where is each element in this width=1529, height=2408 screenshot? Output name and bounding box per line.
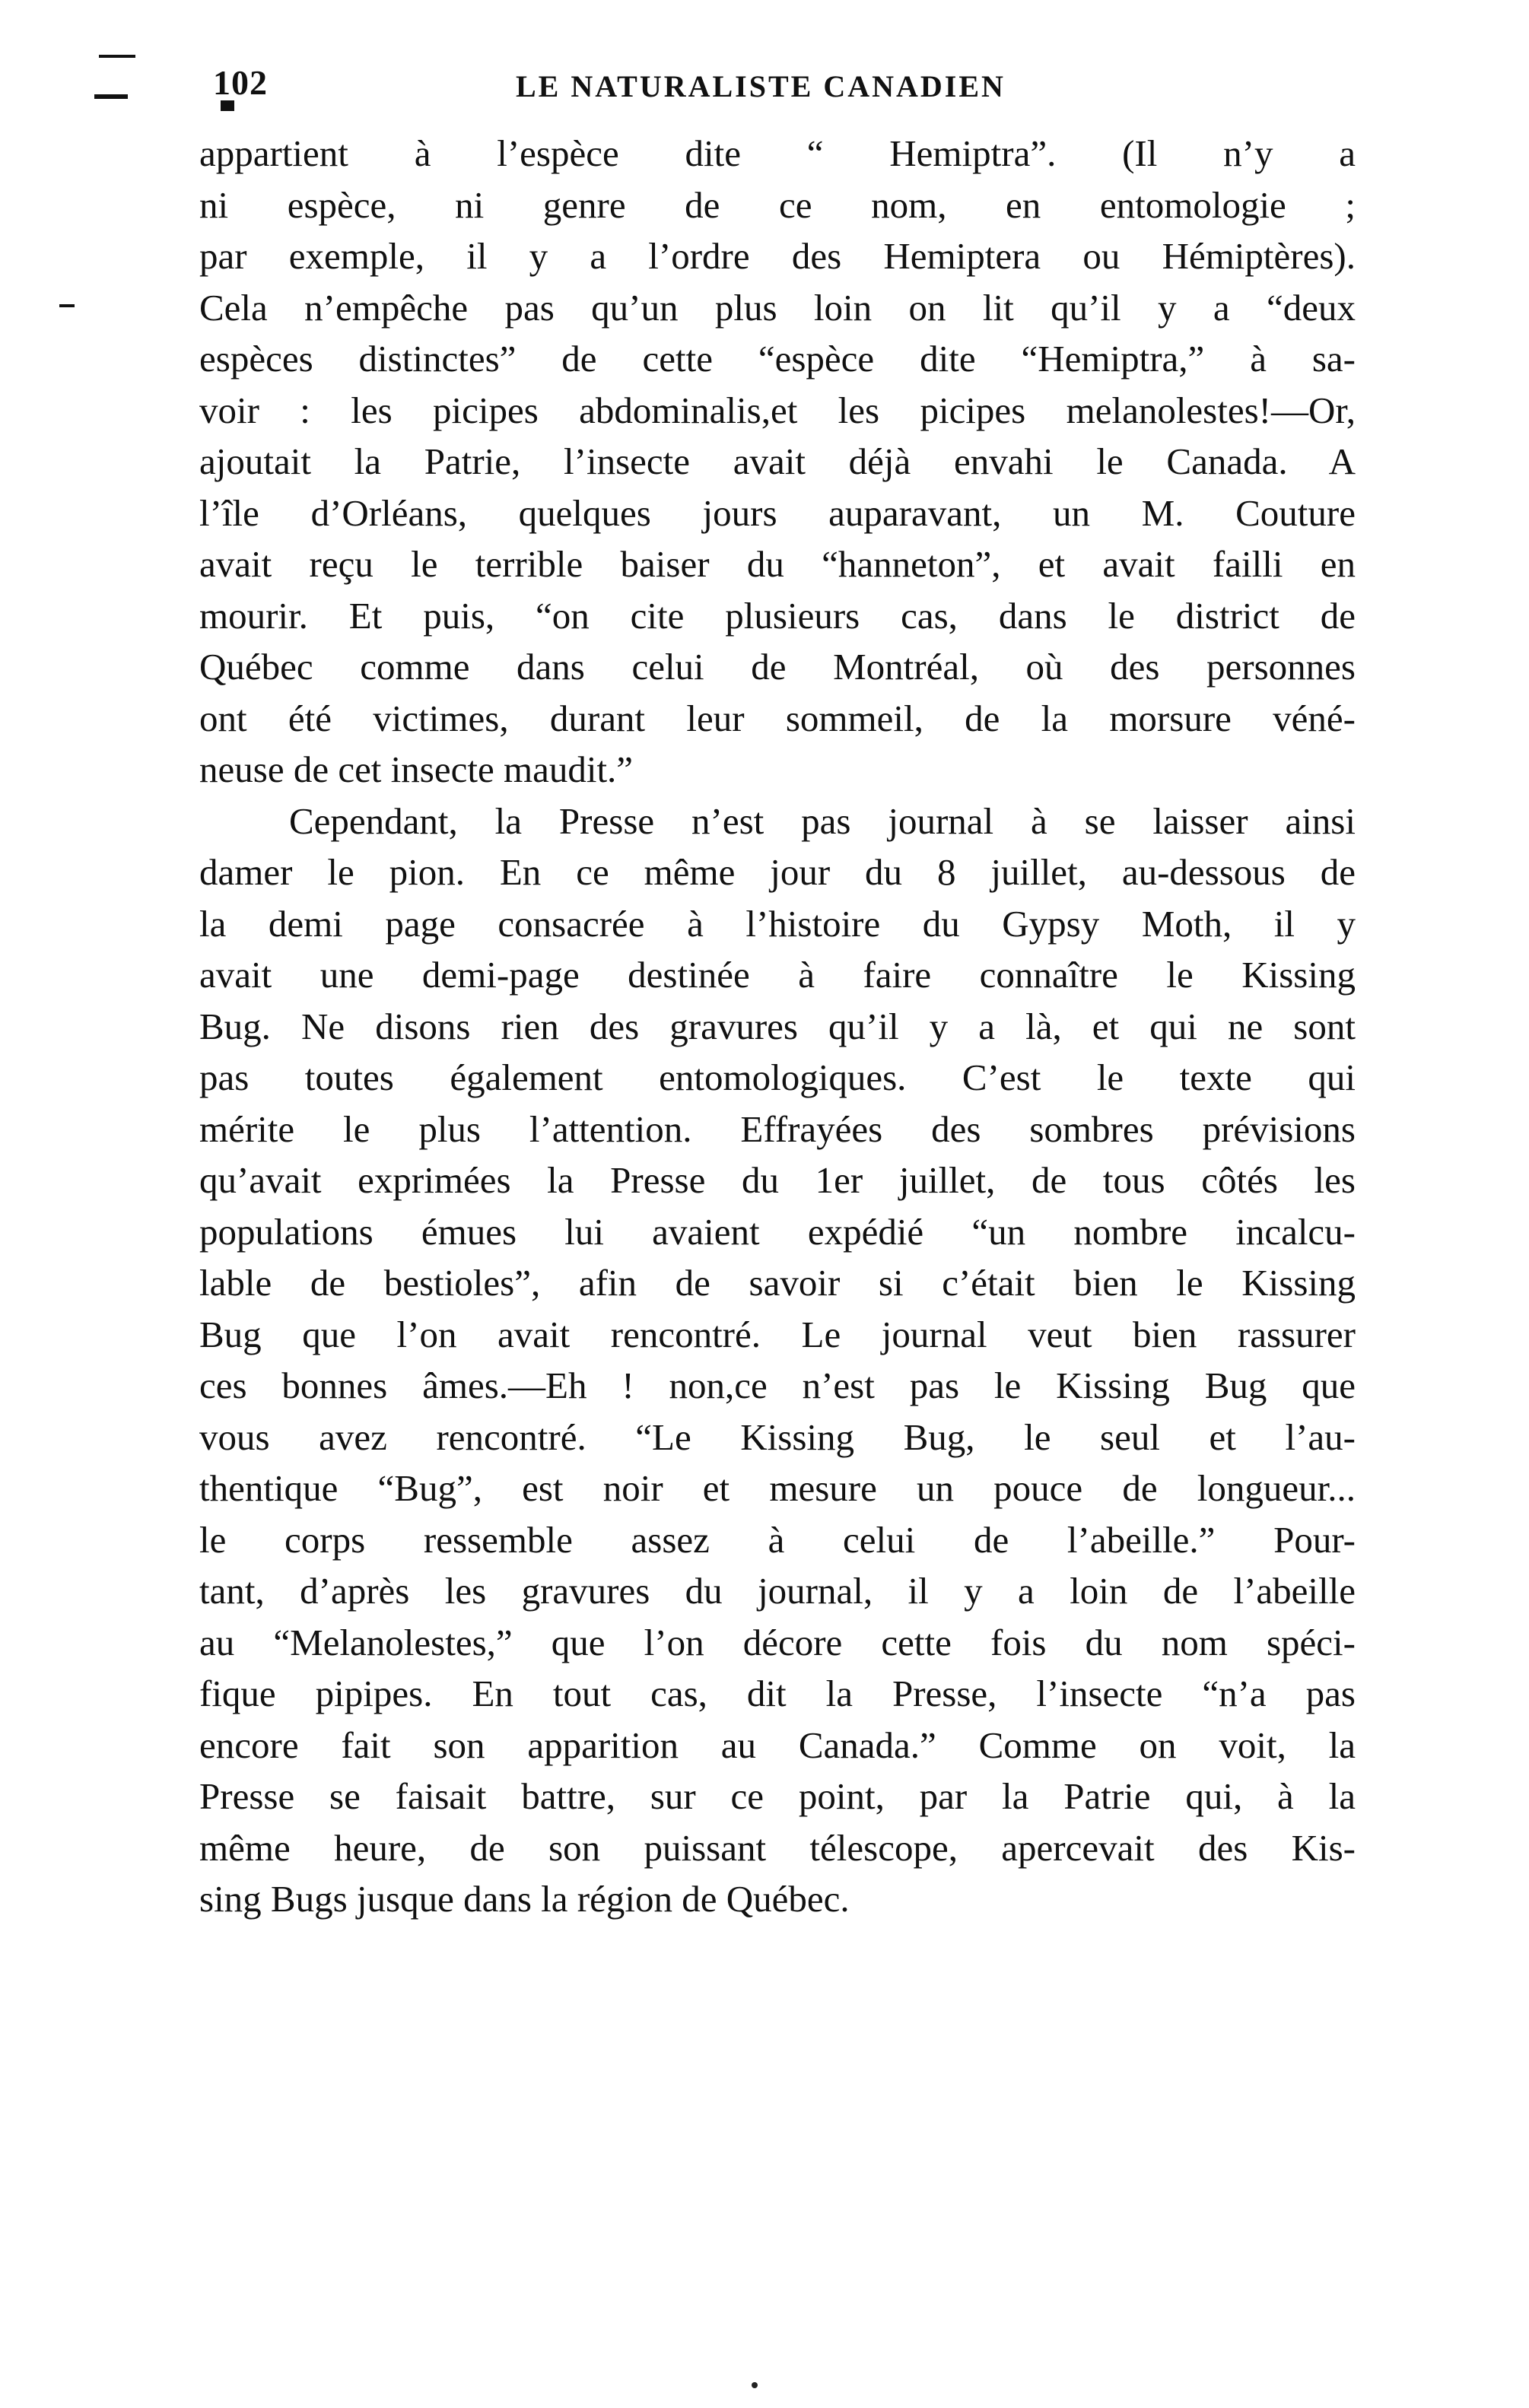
text-line: Presse se faisait battre, sur ce point, par la Patrie qui, à la <box>199 1775 1356 1817</box>
text-line: mourir. Et puis, “on cite plusieurs cas, dans le district de <box>199 594 1356 637</box>
text-line: ont été victimes, durant leur sommeil, de la morsure véné- <box>199 697 1356 739</box>
margin-mark <box>94 94 128 99</box>
text-line: par exemple, il y a l’ordre des Hemiptera ou Hémiptères). <box>199 235 1356 277</box>
text-line: neuse de cet insecte maudit.” <box>199 748 634 790</box>
text-line: encore fait son apparition au Canada.” Comme on voit, la <box>199 1723 1356 1766</box>
margin-mark <box>99 55 135 58</box>
text-line: fique pipipes. En tout cas, dit la Presse, l’insecte “n’a pas <box>199 1673 1356 1714</box>
text-line: damer le pion. En ce même jour du 8 juillet, au-dessous de <box>199 851 1356 893</box>
paragraph <box>199 796 1356 1925</box>
text-line: le corps ressemble assez à celui de l’abeille.” Pour- <box>199 1518 1356 1561</box>
text-line: espèces distinctes” de cette “espèce dite “Hemiptra,” à sa- <box>199 338 1356 380</box>
text-line: qu’avait exprimées la Presse du 1er juillet, de tous côtés les <box>199 1159 1356 1201</box>
page-header <box>204 62 1360 116</box>
text-line: Bug. Ne disons rien des gravures qu’il y a là, et qui ne sont <box>199 1005 1356 1047</box>
text-line: Cela n’empêche pas qu’un plus loin on lit qu’il y a “deux <box>199 286 1356 329</box>
text-line: avait reçu le terrible baiser du “hanneton”, et avait failli en <box>199 543 1356 585</box>
running-head: LE NATURALISTE CANADIEN <box>516 69 1006 103</box>
text-line: ni espèce, ni genre de ce nom, en entomologie ; <box>199 183 1356 226</box>
print-speck <box>752 2382 758 2388</box>
margin-mark <box>59 304 75 307</box>
text-line: appartient à l’espèce dite “ Hemiptra”. (Il n’y a <box>199 132 1356 174</box>
text-line: la demi page consacrée à l’histoire du Gypsy Moth, il y <box>199 902 1356 945</box>
paragraph <box>199 128 1356 796</box>
text-line: sing Bugs jusque dans la région de Québec. <box>199 1878 850 1920</box>
text-line: l’île d’Orléans, quelques jours auparavant, un M. Couture <box>199 491 1356 534</box>
text-line: thentique “Bug”, est noir et mesure un pouce de longueur... <box>199 1467 1356 1509</box>
text-line: pas toutes également entomologiques. C’est le texte qui <box>199 1056 1356 1098</box>
text-line: ajoutait la Patrie, l’insecte avait déjà envahi le Canada. A <box>199 440 1356 482</box>
text-line: au “Melanolestes,” que l’on décore cette fois du nom spéci- <box>199 1621 1356 1663</box>
text-line: Québec comme dans celui de Montréal, où des personnes <box>199 646 1356 688</box>
body-text <box>199 128 1356 1925</box>
text-line: même heure, de son puissant télescope, apercevait des Kis- <box>199 1826 1356 1869</box>
text-line: Cependant, la Presse n’est pas journal à se laisser ainsi <box>289 799 1356 842</box>
text-line: mérite le plus l’attention. Effrayées des sombres prévisions <box>199 1107 1356 1150</box>
page-number: 102 <box>213 63 268 102</box>
text-line: ces bonnes âmes.—Eh ! non,ce n’est pas le Kissing Bug que <box>199 1364 1356 1406</box>
text-line: avait une demi-page destinée à faire connaître le Kissing <box>199 954 1356 996</box>
text-line: lable de bestioles”, afin de savoir si c’était bien le Kissing <box>199 1262 1356 1304</box>
text-line: voir : les picipes abdominalis,et les picipes melanolestes!—Or, <box>199 389 1356 431</box>
text-line: populations émues lui avaient expédié “un nombre incalcu- <box>199 1210 1356 1253</box>
text-line: vous avez rencontré. “Le Kissing Bug, le seul et l’au- <box>199 1415 1356 1458</box>
text-line: Bug que l’on avait rencontré. Le journal veut bien rassurer <box>199 1313 1356 1355</box>
text-line: tant, d’après les gravures du journal, il y a loin de l’abeille <box>199 1570 1356 1612</box>
